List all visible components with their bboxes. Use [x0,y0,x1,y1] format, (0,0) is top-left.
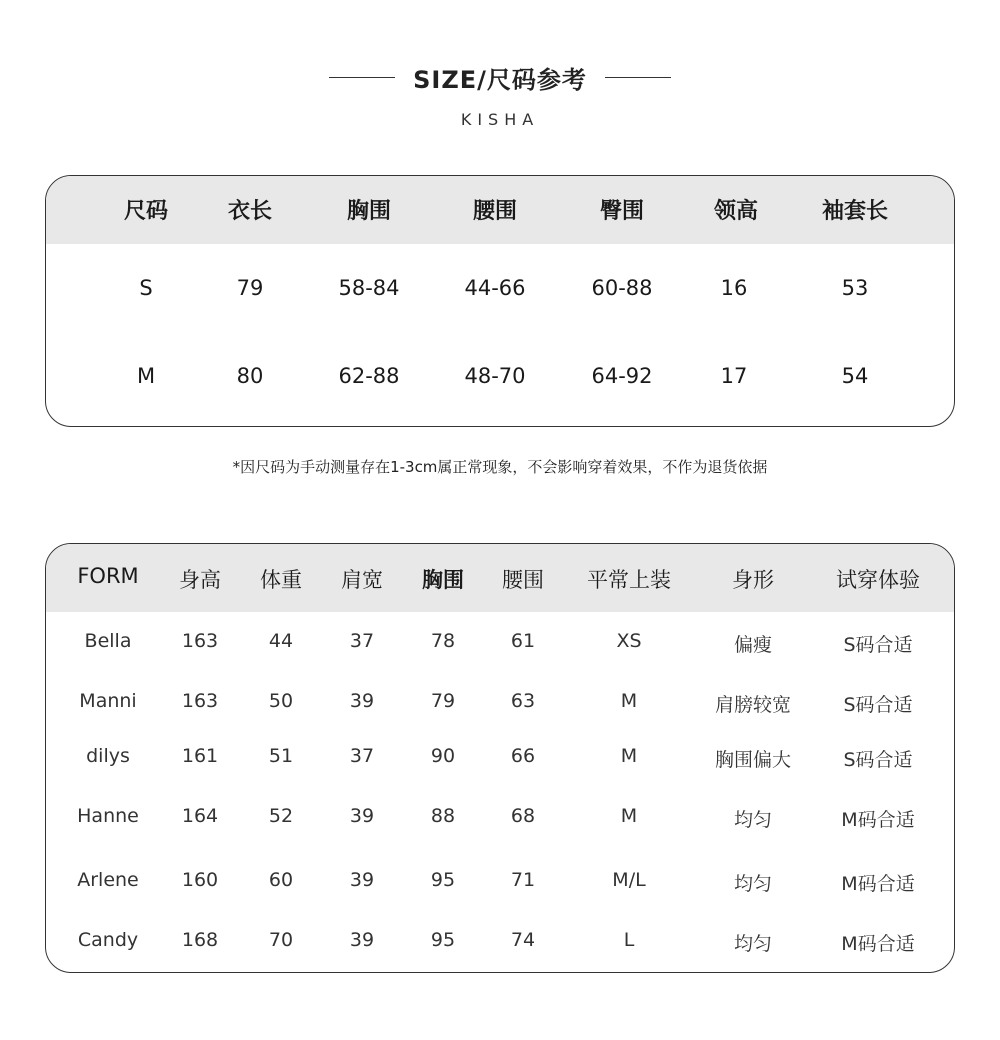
usual-top-cell: M [620,745,638,767]
model-name-cell: dilys [86,745,130,767]
size-cell: S [139,276,153,300]
page-header [0,60,1000,95]
model-table-row [46,805,954,835]
title-left-rule [329,77,395,78]
shoulder-cell: 39 [349,929,375,951]
size-row-s [46,244,954,332]
model-name-cell: Hanne [77,805,139,827]
hip-cell: 60-88 [591,276,653,300]
body-shape-cell: 偏瘦 [733,634,773,656]
header-weight: 体重 [260,568,302,592]
weight-cell: 50 [268,690,294,712]
model-table-row [46,929,954,959]
height-cell: 161 [181,745,219,767]
bust-cell: 79 [430,690,456,712]
header-form: FORM [77,564,139,588]
header-height: 身高 [179,568,221,592]
waist-cell: 74 [510,929,536,951]
size-row-m [46,332,954,420]
header-body-shape: 身形 [732,568,774,592]
model-table-row [46,690,954,720]
fit-result-cell: S码合适 [843,749,913,771]
model-name-cell: Bella [84,630,132,652]
usual-top-cell: M [620,690,638,712]
collar-cell: 17 [720,364,748,388]
length-cell: 79 [236,276,264,300]
body-shape-cell: 肩膀较宽 [714,694,792,716]
bust-cell: 78 [430,630,456,652]
size-table-header-row [46,176,954,244]
waist-cell: 71 [510,869,536,891]
weight-cell: 44 [268,630,294,652]
waist-cell: 61 [510,630,536,652]
brand-name: KISHA [460,110,540,129]
header-waist: 腰围 [472,199,518,224]
header-bust: 胸围 [346,199,392,224]
usual-top-cell: M/L [612,869,646,891]
body-shape-cell: 胸围偏大 [714,749,792,771]
fit-result-cell: M码合适 [841,809,915,831]
bust-cell: 88 [430,805,456,827]
shoulder-cell: 39 [349,690,375,712]
height-cell: 163 [181,630,219,652]
model-name-cell: Manni [79,690,137,712]
height-cell: 160 [181,869,219,891]
bust-cell: 95 [430,869,456,891]
body-shape-cell: 均匀 [733,809,773,831]
bust-cell: 95 [430,929,456,951]
header-length: 衣长 [227,199,273,224]
header-shoulder: 肩宽 [341,568,383,592]
bust-cell: 62-88 [338,364,400,388]
height-cell: 164 [181,805,219,827]
body-shape-cell: 均匀 [733,933,773,955]
header-usual-top: 平常上装 [587,568,671,592]
page-title: SIZE/尺码参考 [413,66,587,94]
header-collar: 领高 [713,199,759,224]
header-sleeve: 袖套长 [821,199,889,224]
header-fit-result: 试穿体验 [836,568,920,592]
usual-top-cell: M [620,805,638,827]
header-waist: 腰围 [502,568,544,592]
header-bust: 胸围 [422,568,464,592]
weight-cell: 52 [268,805,294,827]
hip-cell: 64-92 [591,364,653,388]
sleeve-cell: 53 [841,276,869,300]
waist-cell: 63 [510,690,536,712]
weight-cell: 60 [268,869,294,891]
model-table-header-row [46,544,954,612]
body-shape-cell: 均匀 [733,873,773,895]
waist-cell: 66 [510,745,536,767]
fit-result-cell: S码合适 [843,634,913,656]
collar-cell: 16 [720,276,748,300]
bust-cell: 90 [430,745,456,767]
shoulder-cell: 37 [349,630,375,652]
shoulder-cell: 39 [349,805,375,827]
usual-top-cell: L [623,929,635,951]
header-size: 尺码 [123,199,169,224]
model-table-row [46,630,954,660]
model-fit-table [45,543,955,973]
model-name-cell: Candy [77,929,139,951]
length-cell: 80 [236,364,264,388]
fit-result-cell: M码合适 [841,933,915,955]
usual-top-cell: XS [616,630,642,652]
measurement-note: *因尺码为手动测量存在1-3cm属正常现象，不会影响穿着效果，不作为退货依据 [232,458,768,476]
shoulder-cell: 39 [349,869,375,891]
header-hip: 臀围 [599,199,645,224]
weight-cell: 70 [268,929,294,951]
fit-result-cell: S码合适 [843,694,913,716]
bust-cell: 58-84 [338,276,400,300]
model-table-row [46,745,954,775]
waist-cell: 44-66 [464,276,526,300]
waist-cell: 48-70 [464,364,526,388]
size-cell: M [136,364,156,388]
fit-result-cell: M码合适 [841,873,915,895]
model-name-cell: Arlene [77,869,139,891]
waist-cell: 68 [510,805,536,827]
weight-cell: 51 [268,745,294,767]
height-cell: 163 [181,690,219,712]
sleeve-cell: 54 [841,364,869,388]
shoulder-cell: 37 [349,745,375,767]
height-cell: 168 [181,929,219,951]
model-table-row [46,869,954,899]
size-table-grid [45,175,955,427]
title-right-rule [605,77,671,78]
